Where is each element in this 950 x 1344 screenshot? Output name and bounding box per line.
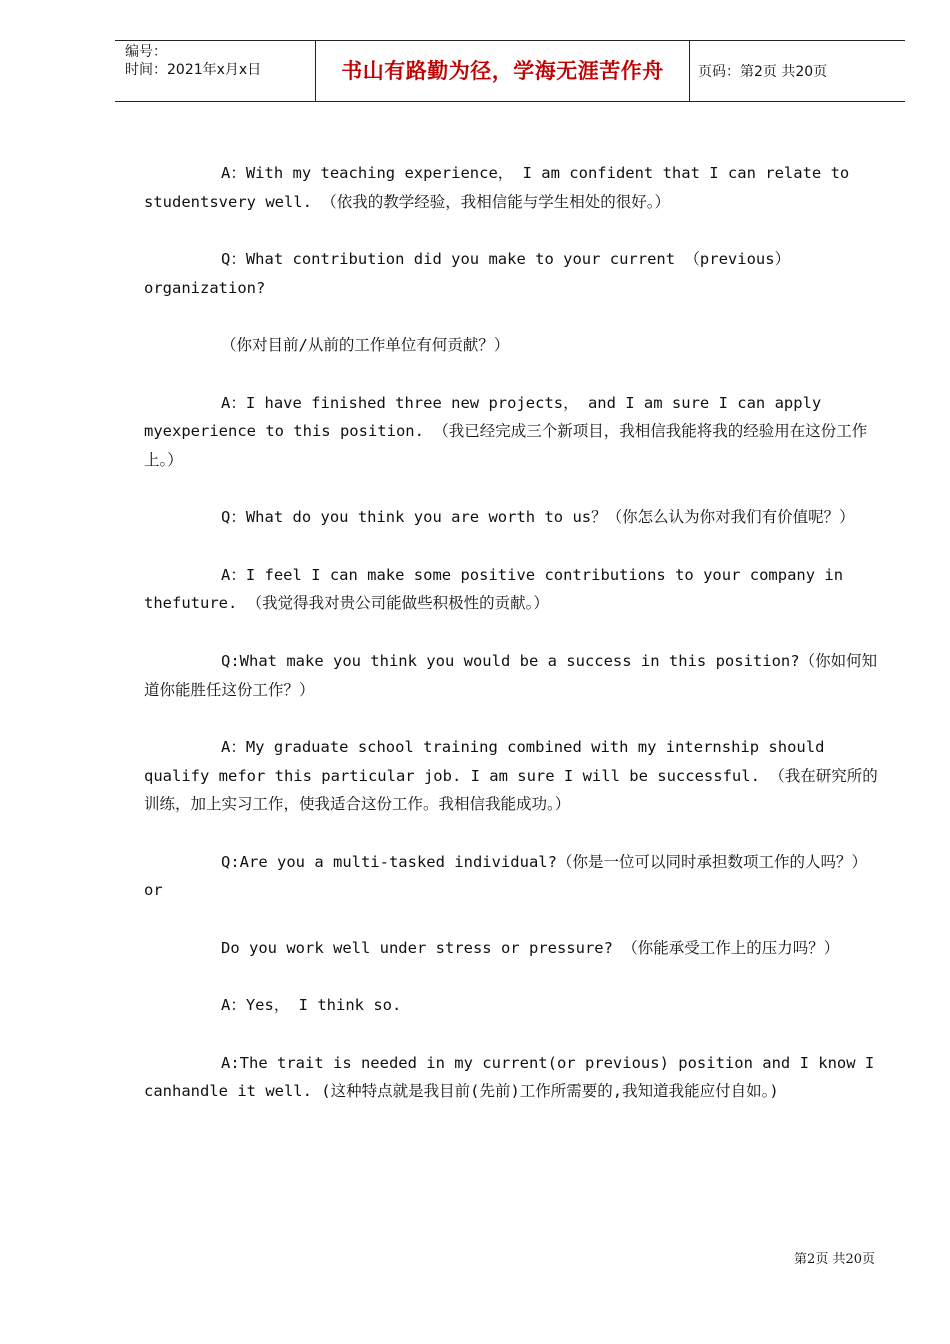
paragraph: A：With my teaching experience， I am confident that I can relate to studentsvery well. （依我的教学经验，我相信能与学生相处的很好。）	[144, 164, 850, 211]
paragraph: Q:Are you a multi-tasked individual?（你是一位可以同时承担数项工作的人吗？）or	[144, 852, 867, 900]
document-date-label: 时间：2021年x月x日	[125, 62, 262, 78]
document-body	[144, 159, 882, 1135]
paragraph: （你对目前/从前的工作单位有何贡献？）	[221, 336, 510, 355]
paragraph: Q:What make you think you would be a success in this position?（你如何知道你能胜任这份工作？）	[144, 651, 878, 699]
paragraph: A：I feel I can make some positive contributions to your company in thefuture. （我觉得我对贵公司能做些积极性的贡献。）	[144, 565, 844, 613]
header-meta-cell	[115, 41, 316, 101]
paragraph: Q：What do you think you are worth to us？（你怎么认为你对我们有价值呢？）	[221, 508, 855, 527]
paragraph: Q：What contribution did you make to your current （previous） organization?	[144, 250, 791, 297]
document-number-label: 编号：	[125, 44, 167, 60]
header-motto: 书山有路勤为径，学海无涯苦作舟	[341, 59, 664, 83]
paragraph: A：I have finished three new projects， and I am sure I can apply myexperience to this position. （我已经完成三个新项目，我相信我能将我的经验用在这份工作上。）	[144, 393, 868, 469]
paragraph: A：Yes， I think so.	[221, 996, 402, 1015]
paragraph: A:The trait is needed in my current(or previous) position and I know I canhandle it well. (这种特点就是我目前(先前)工作所需要的,我知道我能应付自如。)	[144, 1053, 875, 1101]
header-page-info: 页码：第2页 共20页	[698, 64, 828, 80]
page-header	[115, 40, 905, 102]
header-motto-cell	[316, 41, 690, 101]
page-footer: 第2页 共20页	[794, 1252, 875, 1267]
header-page-cell	[690, 41, 905, 101]
paragraph: A：My graduate school training combined with my internship should qualify mefor this particular job. I am sure I will be successful. （我在研究所的训练，加上实习工作，使我适合这份工作。我相信我能成功。）	[144, 737, 878, 814]
paragraph: Do you work well under stress or pressure? （你能承受工作上的压力吗？）	[221, 938, 840, 957]
